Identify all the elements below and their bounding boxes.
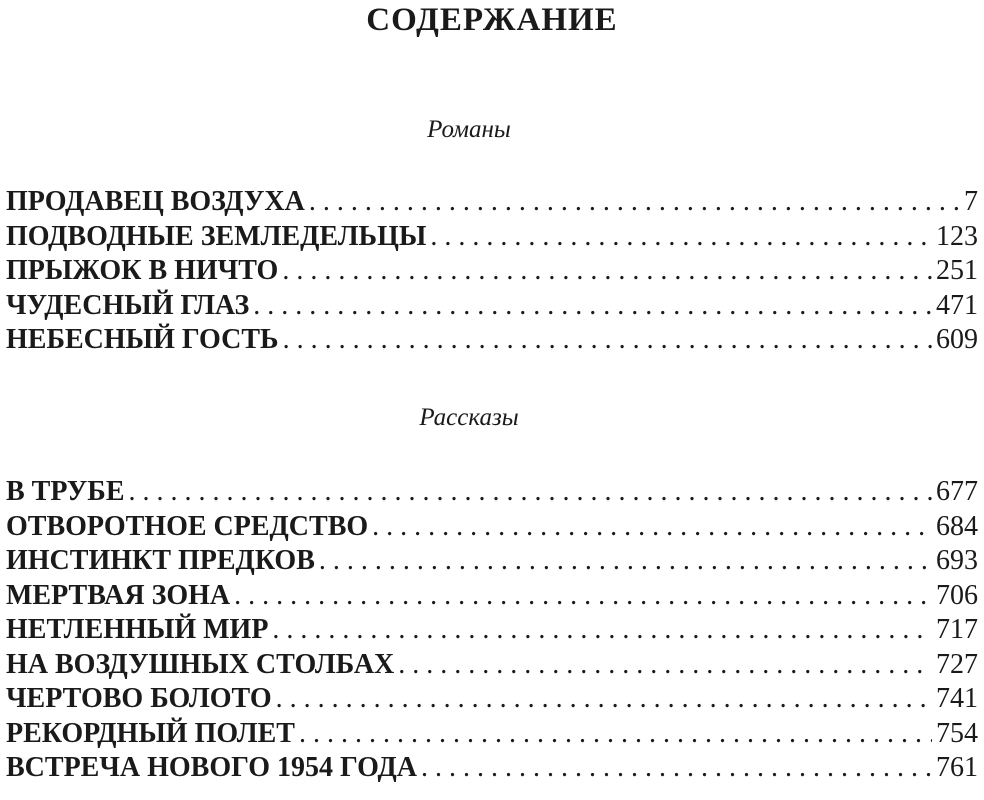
toc-entry: [6, 323, 978, 358]
toc-entry-title: ИНСТИНКТ ПРЕДКОВ: [6, 545, 315, 576]
toc-entry-title: ПРОДАВЕЦ ВОЗДУХА: [6, 186, 305, 217]
dot-leader: [234, 579, 932, 613]
toc-entry-page: 706: [936, 579, 978, 611]
toc-entry-page: 609: [936, 324, 978, 355]
dot-leader: [282, 254, 932, 288]
toc-entry-title: НЕТЛЕННЫЙ МИР: [6, 614, 269, 645]
toc-entry: [6, 717, 978, 752]
toc-entry-page: 741: [936, 683, 978, 714]
dot-leader: [421, 751, 932, 785]
toc-entry: [6, 220, 978, 255]
dot-leader: [253, 289, 932, 323]
dot-leader: [283, 323, 932, 357]
dot-leader: [276, 682, 932, 716]
section-heading-novels: Романы: [427, 116, 511, 143]
toc-entry-page: 684: [936, 510, 978, 542]
toc-entry-title: ПРЫЖОК В НИЧТО: [6, 255, 279, 286]
toc-entry: [6, 254, 978, 289]
dot-leader: [319, 544, 932, 578]
dot-leader: [372, 510, 932, 544]
dot-leader: [430, 220, 932, 254]
toc-entry-title: ЧЕРТОВО БОЛОТО: [6, 683, 272, 714]
toc-entry-page: 471: [936, 289, 978, 321]
toc-entry-title: ОТВОРОТНОЕ СРЕДСТВО: [6, 510, 369, 542]
toc-entry-page: 677: [936, 476, 978, 507]
toc-entry: [6, 289, 978, 324]
toc-entry-title: МЕРТВАЯ ЗОНА: [6, 579, 231, 611]
toc-entry-title: НА ВОЗДУШНЫХ СТОЛБАХ: [6, 648, 395, 680]
dot-leader: [272, 613, 932, 647]
toc-entry: [6, 185, 978, 220]
dot-leader: [129, 475, 933, 509]
toc-entry-page: 717: [936, 614, 978, 645]
toc-entry-page: 754: [936, 717, 978, 749]
toc-entry-title: ПОДВОДНЫЕ ЗЕМЛЕДЕЛЬЦЫ: [6, 220, 427, 252]
toc-entry-title: В ТРУБЕ: [6, 476, 125, 507]
toc-entry: [6, 682, 978, 717]
toc-entry-page: 123: [936, 220, 978, 252]
dot-leader: [398, 648, 932, 682]
toc-entry-title: ВСТРЕЧА НОВОГО 1954 ГОДА: [6, 752, 418, 783]
toc-entry-title: РЕКОРДНЫЙ ПОЛЕТ: [6, 717, 295, 749]
toc-entry: [6, 544, 978, 579]
page-title: СОДЕРЖАНИЕ: [366, 2, 618, 38]
toc-entry-page: 251: [936, 255, 978, 286]
toc-list-novels: [6, 185, 978, 358]
toc-entry: [6, 510, 978, 545]
dot-leader: [309, 185, 960, 219]
toc-entry: [6, 579, 978, 614]
toc-entry-page: 727: [936, 648, 978, 680]
toc-entry-title: ЧУДЕСНЫЙ ГЛАЗ: [6, 289, 250, 321]
toc-entry-page: 761: [936, 752, 978, 783]
toc-entry-page: 7: [964, 186, 978, 217]
toc-entry-page: 693: [936, 545, 978, 576]
toc-entry: [6, 613, 978, 648]
toc-entry: [6, 648, 978, 683]
toc-entry: [6, 475, 978, 510]
dot-leader: [299, 717, 932, 751]
toc-list-stories: [6, 475, 978, 786]
section-heading-stories: Рассказы: [419, 404, 519, 431]
toc-entry-title: НЕБЕСНЫЙ ГОСТЬ: [6, 324, 279, 355]
toc-entry: [6, 751, 978, 786]
